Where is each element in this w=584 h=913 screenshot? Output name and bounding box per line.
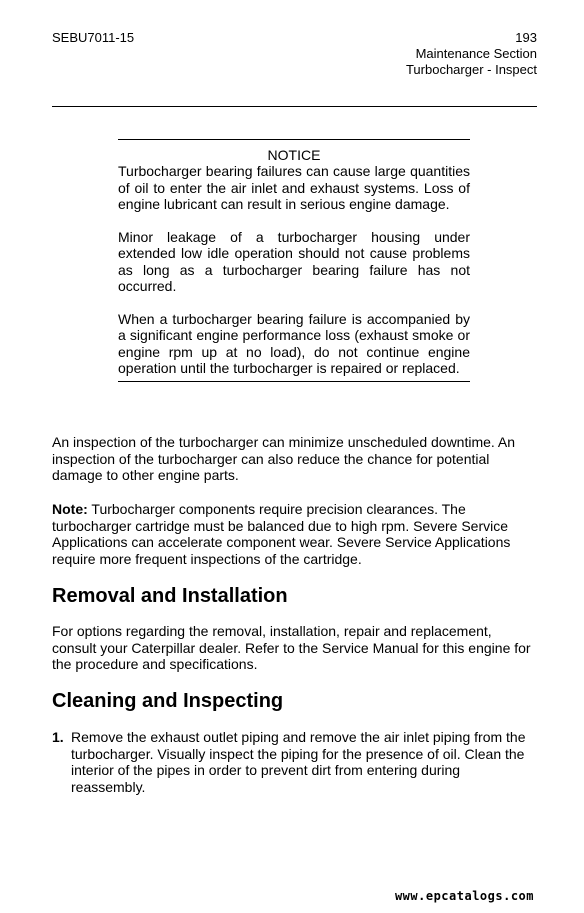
header-divider — [52, 106, 537, 107]
note-text: Turbocharger components require precision clearances. The turbocharger cartridge must be balanced due to high rpm. Severe Service Applications can accelerate component wear. Severe Service Applications require more frequent inspections of the cartridge. — [52, 501, 511, 567]
document-id: SEBU7011-15 — [52, 30, 135, 45]
notice-paragraph: Turbocharger bearing failures can cause large quantities of oil to enter the air inlet and exhaust systems. Loss of engine lubricant can result in serious engine damage. — [118, 163, 470, 212]
removal-paragraph: For options regarding the removal, installation, repair and replacement, consult your Caterpillar dealer. Refer to the Service Manual for this engine for the procedure and specifications. — [52, 623, 531, 672]
removal-heading: Removal and Installation — [52, 585, 288, 607]
watermark: www.epcatalogs.com — [394, 889, 534, 903]
note-paragraph — [52, 501, 537, 567]
notice-title: NOTICE — [267, 147, 321, 163]
step-item — [52, 729, 537, 795]
section-title: Maintenance Section — [415, 46, 537, 61]
notice-box — [118, 139, 470, 382]
intro-paragraph: An inspection of the turbocharger can minimize unscheduled downtime. An inspection of the turbocharger can also reduce the chance for potential damage to other engine parts. — [52, 434, 516, 483]
cleaning-heading: Cleaning and Inspecting — [52, 690, 284, 712]
step-number: 1. — [52, 729, 64, 745]
topic-title: Turbocharger - Inspect — [405, 62, 537, 77]
note-label: Note: — [52, 501, 88, 517]
step-text: Remove the exhaust outlet piping and remove the air inlet piping from the turbocharger. Visually inspect the piping for the presence of oil. Clean the interior of the pipes in order to prevent dirt from entering during reassembly. — [71, 729, 526, 795]
notice-paragraph: When a turbocharger bearing failure is accompanied by a significant engine performance loss (exhaust smoke or engine rpm up at no load), do not continue engine operation until the turbocharger is repaired or replaced. — [118, 310, 470, 376]
page-header — [406, 30, 537, 78]
notice-paragraph: Minor leakage of a turbocharger housing under extended low idle operation should not cause problems as long as a turbocharger bearing failure has not occurred. — [118, 228, 470, 294]
page-number: 193 — [515, 30, 537, 45]
